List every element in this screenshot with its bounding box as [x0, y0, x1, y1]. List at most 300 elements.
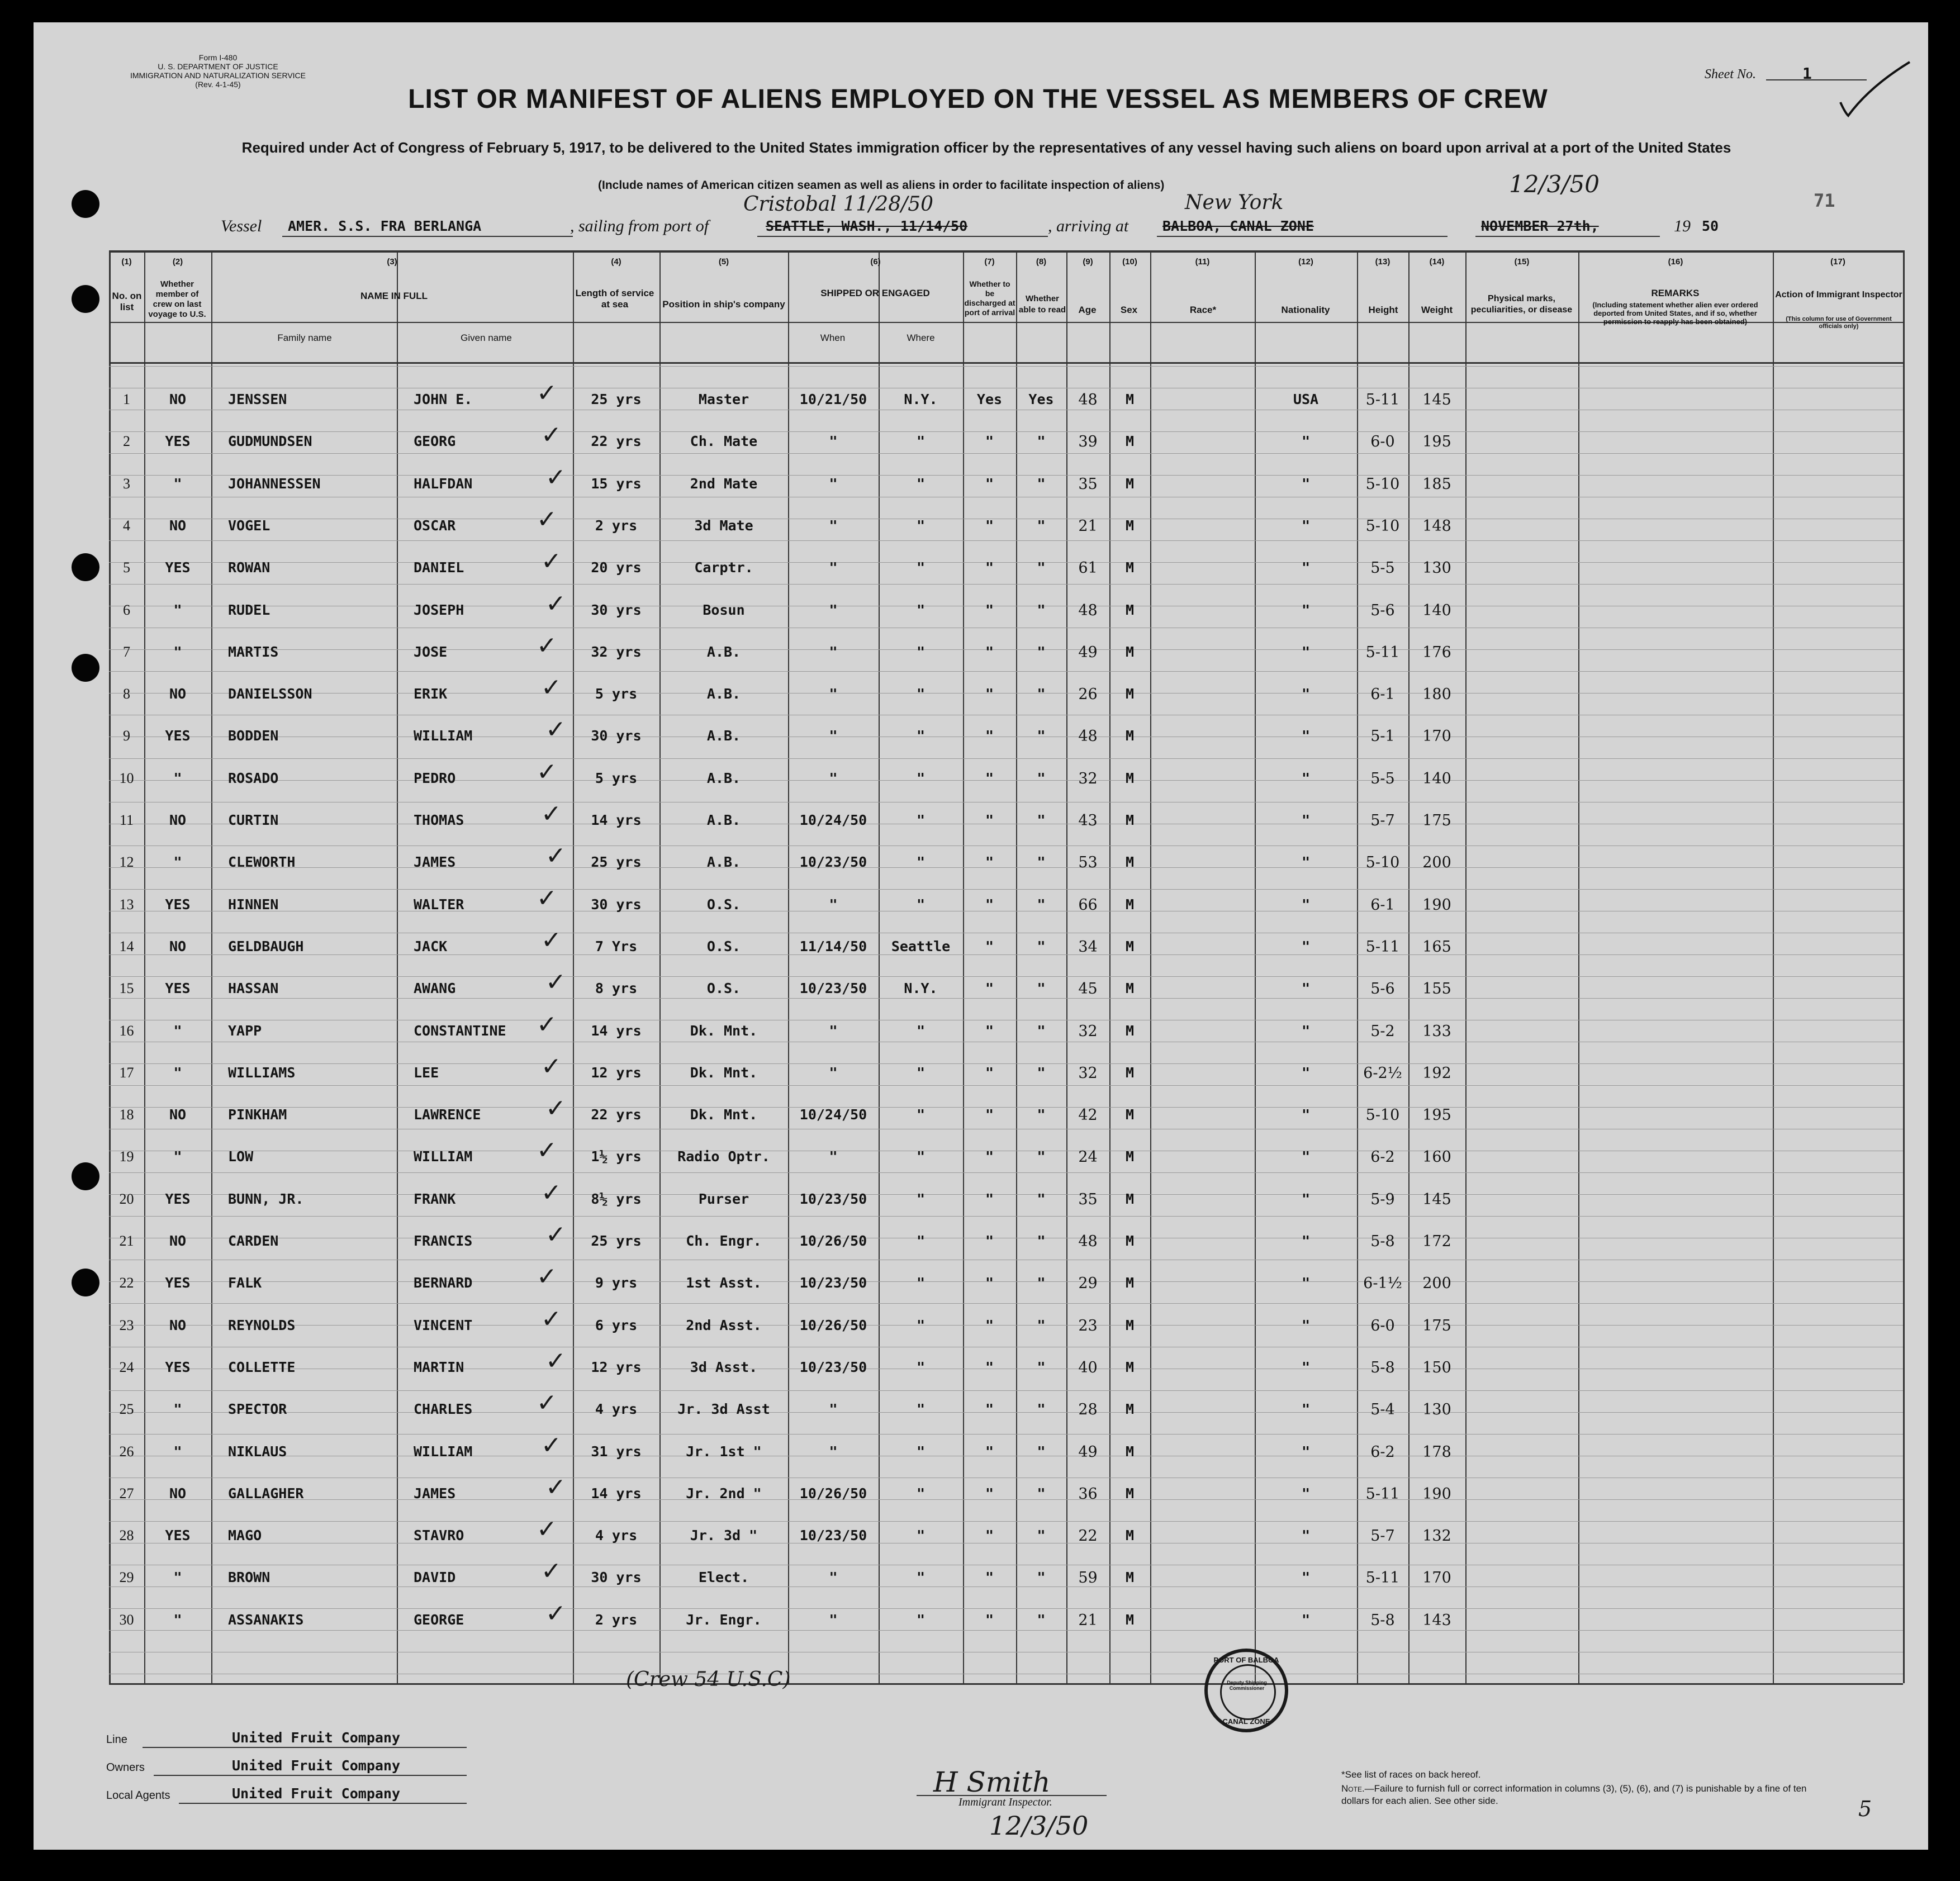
table-row [0, 1178, 1960, 1213]
cell-row-number: 28 [119, 1527, 134, 1544]
cell-row-number: 25 [119, 1401, 134, 1418]
cell-shipped-where: " [916, 896, 926, 913]
cell-weight: 170 [1422, 728, 1451, 745]
cell-discharged: " [985, 475, 994, 492]
cell-service-length: 20 yrs [591, 559, 642, 576]
cell-age: 48 [1078, 391, 1098, 408]
year-suffix: 50 [1702, 218, 1719, 234]
cell-discharged: " [985, 854, 994, 871]
cell-service-length: 30 yrs [591, 896, 642, 913]
cell-position: Ch. Engr. [686, 1233, 762, 1249]
cell-shipped-when: " [829, 728, 838, 744]
column-number: (11) [1195, 257, 1210, 267]
cell-service-length: 32 yrs [591, 643, 642, 660]
cell-shipped-when: " [829, 1148, 838, 1165]
check-mark-icon: ✓ [537, 1262, 557, 1291]
handwritten-date: 12/3/50 [1509, 170, 1600, 198]
cell-weight: 190 [1422, 1485, 1451, 1503]
cell-discharged: " [985, 643, 994, 660]
cell-family-name: COLLETTE [228, 1358, 296, 1375]
cell-age: 40 [1078, 1358, 1098, 1376]
cell-last-voyage: NO [169, 1485, 187, 1502]
table-top-border [109, 250, 1903, 253]
cell-given-name: DAVID [414, 1569, 456, 1586]
cell-able-to-read: " [1037, 1485, 1046, 1502]
cell-last-voyage: YES [165, 896, 191, 913]
check-mark-icon: ✓ [537, 1136, 557, 1165]
check-mark-icon: ✓ [545, 1599, 566, 1628]
cell-shipped-when: " [829, 770, 838, 786]
check-mark-icon: ✓ [537, 1515, 557, 1544]
cell-nationality: " [1301, 728, 1311, 744]
table-row [0, 421, 1960, 455]
line-label: Line [106, 1733, 127, 1746]
table-row [0, 1599, 1960, 1634]
cell-nationality: " [1301, 1022, 1311, 1039]
cell-last-voyage: YES [165, 433, 191, 450]
ruled-line [109, 889, 1903, 890]
cell-age: 61 [1078, 559, 1098, 577]
crew-count-note: (Crew 54 U.S.C) [626, 1668, 791, 1691]
cell-position: 1st Asst. [686, 1275, 762, 1291]
column-divider [144, 250, 145, 1683]
table-row [0, 673, 1960, 708]
cell-nationality: " [1301, 475, 1311, 492]
cell-family-name: HINNEN [228, 896, 279, 913]
column-divider [879, 250, 880, 1683]
handwritten-new-york: New York [1185, 191, 1284, 214]
col-header-weight: Weight [1421, 305, 1453, 315]
col-header-action-note: (This column for use of Government officials only) [1786, 316, 1892, 330]
cell-weight: 148 [1422, 517, 1451, 535]
header-bottom-border [109, 362, 1903, 364]
stamp-bottom-text: CANAL ZONE [1222, 1717, 1270, 1726]
check-mark-icon: ✓ [541, 1052, 562, 1081]
cell-able-to-read: " [1037, 559, 1046, 576]
cell-row-number: 12 [119, 854, 134, 871]
cell-weight: 140 [1422, 601, 1451, 619]
cell-weight: 145 [1422, 1190, 1451, 1208]
cell-height: 5-5 [1370, 770, 1395, 787]
cell-position: 2nd Asst. [686, 1317, 762, 1333]
cell-shipped-when: 10/23/50 [799, 1527, 867, 1544]
form-number: Form I-480 [198, 53, 238, 62]
cell-family-name: REYNOLDS [228, 1317, 296, 1333]
include-note: (Include names of American citizen seamen as well as aliens in order to facilitate inspection of aliens) [598, 179, 1165, 192]
cell-row-number: 4 [123, 517, 130, 534]
inspector-date: 12/3/50 [989, 1811, 1089, 1841]
col-header-action: Action of Immigrant Inspector [1775, 290, 1902, 300]
cell-last-voyage: " [173, 1022, 182, 1039]
cell-sex: M [1125, 980, 1135, 997]
cell-position: A.B. [706, 686, 741, 702]
cell-able-to-read: " [1037, 1148, 1046, 1165]
table-row [0, 463, 1960, 498]
cell-given-name: DANIEL [414, 559, 464, 576]
cell-age: 35 [1078, 475, 1098, 493]
col-header-position: Position in ship's company [662, 299, 785, 310]
cell-age: 43 [1078, 812, 1098, 829]
cell-service-length: 30 yrs [591, 728, 642, 744]
cell-row-number: 10 [119, 770, 134, 786]
cell-shipped-where: " [916, 1443, 926, 1460]
cell-shipped-when: " [829, 1022, 838, 1039]
cell-given-name: WALTER [414, 896, 464, 913]
cell-shipped-when: " [829, 1401, 838, 1418]
cell-able-to-read: " [1037, 1190, 1046, 1207]
cell-shipped-where: " [916, 475, 926, 492]
cell-family-name: LOW [228, 1148, 254, 1165]
column-divider [1357, 250, 1358, 1683]
table-row [0, 842, 1960, 876]
agents-value: United Fruit Company [232, 1785, 401, 1802]
cell-sex: M [1125, 1190, 1135, 1207]
cell-shipped-where: N.Y. [904, 391, 938, 407]
cell-service-length: 2 yrs [595, 1611, 638, 1628]
ruled-line [109, 1216, 1903, 1217]
cell-nationality: " [1301, 770, 1311, 786]
cell-last-voyage: YES [165, 559, 191, 576]
cell-service-length: 12 yrs [591, 1064, 642, 1081]
cell-weight: 200 [1422, 1275, 1451, 1293]
cell-given-name: BERNARD [414, 1275, 473, 1291]
ruled-line [109, 758, 1903, 759]
cell-row-number: 26 [119, 1443, 134, 1460]
cell-row-number: 9 [123, 728, 130, 744]
page-subtitle: Required under Act of Congress of February 5, 1917, to be delivered to the United States immigration officer by the representatives of any vessel having such aliens on board upon arrival at a port of the United States [241, 139, 1731, 156]
cell-age: 34 [1078, 938, 1098, 956]
cell-discharged: " [985, 1443, 994, 1460]
cell-height: 5-8 [1370, 1233, 1395, 1250]
cell-sex: M [1125, 1317, 1135, 1333]
cell-shipped-where: " [916, 1275, 926, 1291]
line-value: United Fruit Company [232, 1730, 401, 1746]
cell-shipped-when: 10/26/50 [799, 1233, 867, 1249]
ruled-line [109, 540, 1903, 541]
cell-shipped-where: Seattle [891, 938, 951, 954]
cell-discharged: " [985, 1317, 994, 1333]
cell-shipped-where: " [916, 1527, 926, 1544]
cell-sex: M [1125, 433, 1135, 450]
cell-weight: 143 [1422, 1611, 1451, 1629]
year-prefix: 19 [1674, 217, 1691, 235]
cell-position: Jr. 2nd " [686, 1485, 762, 1502]
cell-family-name: GALLAGHER [228, 1485, 304, 1502]
cell-sex: M [1125, 1443, 1135, 1460]
cell-last-voyage: " [173, 475, 182, 492]
cell-discharged: " [985, 980, 994, 997]
cell-able-to-read: " [1037, 770, 1046, 786]
cell-family-name: BROWN [228, 1569, 270, 1586]
cell-sex: M [1125, 1611, 1135, 1628]
cell-nationality: " [1301, 517, 1311, 534]
cell-shipped-when: " [829, 433, 838, 450]
cell-last-voyage: NO [169, 1106, 187, 1123]
check-mark-icon: ✓ [537, 631, 557, 660]
cell-discharged: " [985, 938, 994, 954]
col-header-name: NAME IN FULL [360, 291, 428, 301]
cell-position: Ch. Mate [690, 433, 758, 450]
cell-discharged: " [985, 1148, 994, 1165]
cell-sex: M [1125, 896, 1135, 913]
column-divider [1903, 250, 1905, 1683]
cell-shipped-when: 10/23/50 [799, 854, 867, 871]
cell-row-number: 7 [123, 643, 130, 660]
cell-family-name: GELDBAUGH [228, 938, 304, 954]
cell-age: 59 [1078, 1569, 1098, 1587]
cell-service-length: 8 yrs [595, 980, 638, 997]
arrival-date: NOVEMBER 27th, [1481, 218, 1599, 234]
check-mark-icon: ✓ [545, 1472, 566, 1502]
cell-shipped-where: " [916, 559, 926, 576]
cell-family-name: CURTIN [228, 812, 279, 828]
cell-height: 5-7 [1370, 1527, 1395, 1545]
cell-given-name: FRANK [414, 1190, 456, 1207]
cell-family-name: WILLIAMS [228, 1064, 296, 1081]
cell-given-name: GEORGE [414, 1611, 464, 1628]
cell-weight: 165 [1422, 938, 1451, 956]
cell-sex: M [1125, 1527, 1135, 1544]
table-row [0, 1557, 1960, 1592]
cell-service-length: 25 yrs [591, 391, 642, 407]
column-divider [573, 250, 574, 1683]
cell-shipped-where: " [916, 1358, 926, 1375]
cell-discharged: " [985, 1401, 994, 1418]
cell-discharged: " [985, 517, 994, 534]
cell-able-to-read: " [1037, 475, 1046, 492]
table-row [0, 800, 1960, 834]
cell-last-voyage: NO [169, 391, 187, 407]
cell-shipped-when: 10/23/50 [799, 1275, 867, 1291]
cell-sex: M [1125, 1148, 1135, 1165]
cell-last-voyage: YES [165, 1190, 191, 1207]
cell-shipped-when: 10/23/50 [799, 980, 867, 997]
cell-position: Jr. Engr. [686, 1611, 762, 1628]
check-mark-icon: ✓ [537, 505, 557, 534]
cell-service-length: 14 yrs [591, 1022, 642, 1039]
cell-last-voyage: NO [169, 1233, 187, 1249]
cell-shipped-where: N.Y. [904, 980, 938, 997]
cell-sex: M [1125, 770, 1135, 786]
cell-shipped-where: " [916, 1233, 926, 1249]
port-to-line [1157, 236, 1448, 237]
column-divider [1773, 250, 1774, 1683]
cell-row-number: 21 [119, 1233, 134, 1249]
cell-last-voyage: " [173, 1148, 182, 1165]
vessel-label: Vessel [221, 217, 262, 235]
cell-last-voyage: " [173, 1443, 182, 1460]
table-row [0, 1515, 1960, 1550]
col-header-no: No. on list [112, 291, 142, 312]
cell-height: 6-2½ [1363, 1064, 1402, 1082]
cell-able-to-read: " [1037, 1317, 1046, 1333]
cell-last-voyage: " [173, 854, 182, 871]
cell-position: A.B. [706, 812, 741, 828]
cell-height: 6-1½ [1363, 1275, 1402, 1293]
table-bottom-border [109, 1683, 1903, 1685]
cell-age: 26 [1078, 686, 1098, 704]
cell-service-length: 2 yrs [595, 517, 638, 534]
cell-family-name: SPECTOR [228, 1401, 287, 1418]
cell-service-length: 14 yrs [591, 812, 642, 828]
cell-row-number: 18 [119, 1106, 134, 1123]
cell-weight: 200 [1422, 854, 1451, 872]
cell-nationality: " [1301, 1569, 1311, 1586]
cell-service-length: 25 yrs [591, 854, 642, 871]
column-number: (15) [1514, 257, 1530, 267]
cell-shipped-where: " [916, 812, 926, 828]
cell-weight: 145 [1422, 391, 1451, 408]
cell-row-number: 1 [123, 391, 130, 407]
check-mark-icon: ✓ [541, 1178, 562, 1207]
cell-discharged: " [985, 1527, 994, 1544]
cell-given-name: GEORG [414, 433, 456, 450]
line-rule [143, 1747, 467, 1748]
cell-position: O.S. [706, 980, 741, 997]
col-header-given-name: Given name [461, 332, 512, 343]
cell-service-length: 1½ yrs [591, 1148, 642, 1165]
ruled-line [109, 366, 1903, 367]
cell-height: 6-0 [1370, 433, 1395, 451]
ruled-line [109, 1172, 1903, 1173]
col-header-discharged: Whether to be discharged at port of arrival [964, 279, 1015, 317]
cell-family-name: VOGEL [228, 517, 270, 534]
cell-weight: 195 [1422, 433, 1451, 451]
cell-weight: 155 [1422, 980, 1451, 998]
cell-discharged: " [985, 1358, 994, 1375]
cell-position: Jr. 3d Asst [677, 1401, 770, 1418]
cell-service-length: 7 Yrs [595, 938, 638, 954]
cell-nationality: " [1301, 601, 1311, 618]
cell-weight: 132 [1422, 1527, 1451, 1545]
sheet-label: Sheet No. [1705, 67, 1756, 82]
penalty-note [1341, 1783, 1833, 1807]
cell-able-to-read: " [1037, 1569, 1046, 1586]
owners-label: Owners [106, 1761, 145, 1774]
check-mark-icon: ✓ [537, 1389, 557, 1418]
cell-row-number: 27 [119, 1485, 134, 1502]
cell-discharged: " [985, 1485, 994, 1502]
cell-able-to-read: Yes [1028, 391, 1054, 407]
col-header-remarks: REMARKS [1651, 288, 1700, 298]
cell-shipped-when: 10/24/50 [799, 1106, 867, 1123]
cell-service-length: 22 yrs [591, 1106, 642, 1123]
col-header-race: Race* [1189, 305, 1217, 315]
cell-sex: M [1125, 1064, 1135, 1081]
cell-shipped-when: " [829, 475, 838, 492]
cell-age: 29 [1078, 1275, 1098, 1293]
cell-height: 5-10 [1365, 475, 1400, 493]
cell-position: Jr. 3d " [690, 1527, 758, 1544]
column-number: (9) [1083, 257, 1093, 267]
column-divider [659, 250, 661, 1683]
cell-family-name: FALK [228, 1275, 262, 1291]
vessel-name-line [282, 236, 573, 237]
column-number: (14) [1429, 257, 1445, 267]
form-service: IMMIGRATION AND NATURALIZATION SERVICE [130, 71, 306, 80]
cell-weight: 185 [1422, 475, 1451, 493]
cell-shipped-where: " [916, 1148, 926, 1165]
column-number: (5) [718, 257, 729, 267]
cell-shipped-where: " [916, 1317, 926, 1333]
cell-discharged: " [985, 1190, 994, 1207]
check-mark-icon: ✓ [541, 421, 562, 450]
port-from-line [757, 236, 1048, 237]
check-mark-icon: ✓ [545, 1094, 566, 1123]
cell-service-length: 30 yrs [591, 1569, 642, 1586]
cell-weight: 190 [1422, 896, 1451, 914]
cell-age: 21 [1078, 1611, 1098, 1629]
table-row [0, 1136, 1960, 1171]
cell-nationality: " [1301, 854, 1311, 871]
column-number: (1) [121, 257, 132, 267]
cell-age: 66 [1078, 896, 1098, 914]
table-row [0, 1304, 1960, 1340]
cell-service-length: 25 yrs [591, 1233, 642, 1249]
cell-able-to-read: " [1037, 1064, 1046, 1081]
cell-shipped-when: " [829, 601, 838, 618]
cell-position: A.B. [706, 643, 741, 660]
check-mark-icon: ✓ [537, 884, 557, 913]
cell-given-name: JACK [414, 938, 448, 954]
cell-sex: M [1125, 643, 1135, 660]
cell-last-voyage: YES [165, 1358, 191, 1375]
table-row [0, 631, 1960, 666]
cell-last-voyage: " [173, 601, 182, 618]
column-number: (7) [984, 257, 995, 267]
cell-position: Carptr. [694, 559, 753, 576]
cell-shipped-when: " [829, 517, 838, 534]
column-divider [1150, 250, 1151, 1683]
cell-nationality: " [1301, 433, 1311, 450]
cell-row-number: 22 [119, 1275, 134, 1291]
cell-weight: 192 [1422, 1064, 1451, 1082]
cell-shipped-where: " [916, 1022, 926, 1039]
column-divider [1465, 250, 1467, 1683]
cell-given-name: MARTIN [414, 1358, 464, 1375]
cell-able-to-read: " [1037, 1443, 1046, 1460]
table-row [0, 1472, 1960, 1508]
cell-weight: 176 [1422, 643, 1451, 661]
cell-sex: M [1125, 812, 1135, 828]
page-mark: 5 [1858, 1797, 1872, 1821]
cell-shipped-when: 10/23/50 [799, 1358, 867, 1375]
cell-shipped-when: " [829, 1611, 838, 1628]
cell-row-number: 5 [123, 559, 130, 576]
cell-nationality: " [1301, 980, 1311, 997]
cell-nationality: USA [1293, 391, 1319, 407]
cell-shipped-when: 10/26/50 [799, 1317, 867, 1333]
cell-last-voyage: " [173, 1569, 182, 1586]
cell-height: 5-1 [1370, 728, 1395, 745]
cell-discharged: " [985, 728, 994, 744]
cell-nationality: " [1301, 812, 1311, 828]
cell-discharged: " [985, 770, 994, 786]
cell-given-name: CONSTANTINE [414, 1022, 506, 1039]
cell-height: 5-8 [1370, 1611, 1395, 1629]
cell-age: 39 [1078, 433, 1098, 451]
cell-weight: 178 [1422, 1443, 1451, 1461]
punch-hole [72, 285, 99, 313]
cell-shipped-when: 10/23/50 [799, 1190, 867, 1207]
ruled-line [109, 1303, 1903, 1304]
cell-able-to-read: " [1037, 517, 1046, 534]
cell-sex: M [1125, 1022, 1135, 1039]
check-mark-icon: ✓ [545, 715, 566, 744]
cell-weight: 133 [1422, 1022, 1451, 1040]
cell-able-to-read: " [1037, 1233, 1046, 1249]
stamp-inner-ring [1220, 1664, 1276, 1720]
